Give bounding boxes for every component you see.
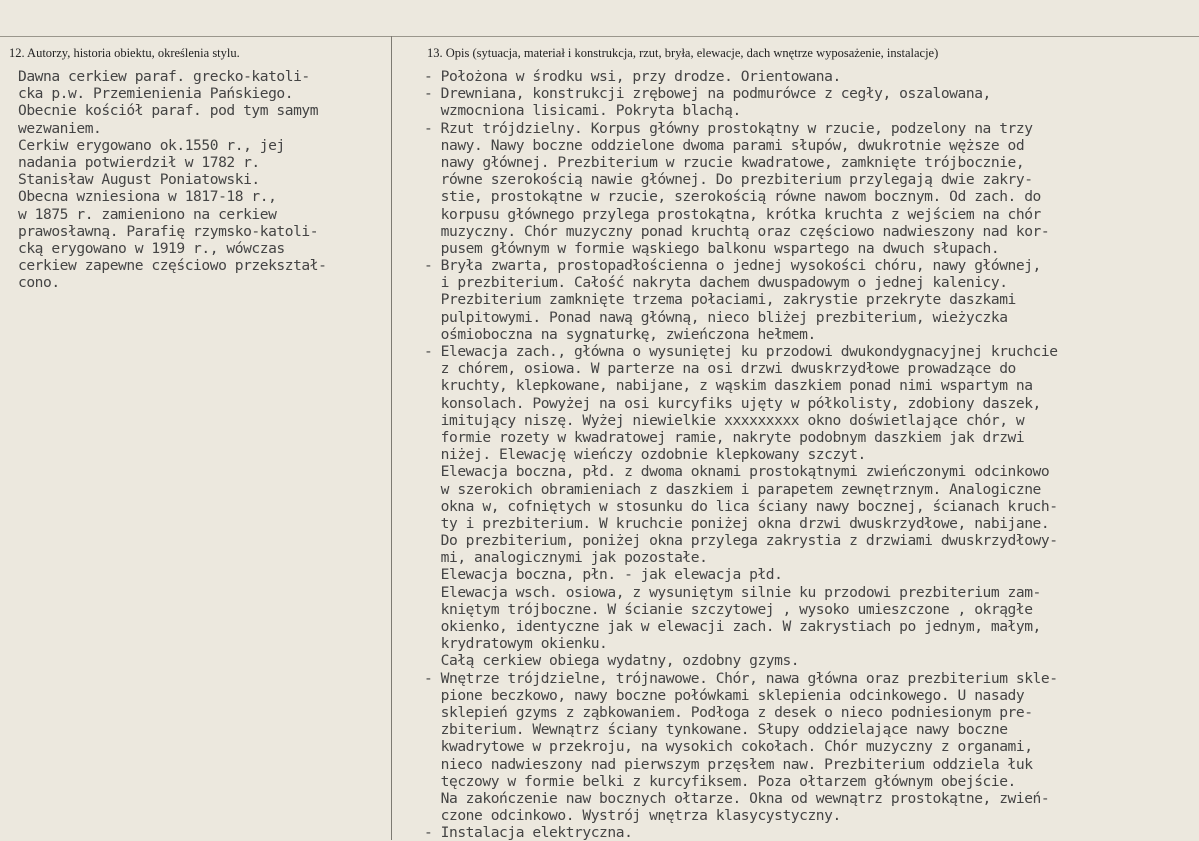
description-text-line: ośmioboczna na sygnaturkę, zwieńczona hełmem. [424, 325, 816, 343]
description-text-line: kwadrytowe w przekroju, na wysokich cokołach. Chór muzyczny z organami, [424, 738, 1033, 756]
description-text-line: - Wnętrze trójdzielne, trójnawowe. Chór, nawa główna oraz prezbiterium skle- [424, 669, 1058, 687]
history-text-line: Cerkiw erygowano ok.1550 r., jej [18, 136, 285, 154]
section-13-header: 13. Opis (sytuacja, materiał i konstrukcja, rzut, bryła, elewacje, dach wnętrze wyposażenie, instalacje) [427, 46, 939, 60]
history-text-line: Obecnie kościół paraf. pod tym samym [18, 102, 319, 120]
description-text-line: z chórem, osiowa. W parterze na osi drzwi dwuskrzydłowe prowadzące do [424, 360, 1016, 378]
description-text-line: ty i prezbiterium. W kruchcie poniżej okna drzwi dwuskrzydłowe, nabijane. [424, 514, 1050, 532]
history-text-line: nadania potwierdził w 1782 r. [18, 153, 260, 171]
history-text-line: Dawna cerkiew paraf. grecko-katoli- [18, 68, 310, 85]
history-text-column [18, 68, 390, 291]
description-text-line: równe szerokością nawie głównej. Do prezbiterium przylegają dwie zakry- [424, 171, 1033, 189]
description-text-line: pione beczkowo, nawy boczne połówkami sklepienia odcinkowego. U nasady [424, 686, 1025, 704]
history-text-line: Obecna wzniesiona w 1817-18 r., [18, 188, 277, 206]
description-text-line: - Położona w środku wsi, przy drodze. Orientowana. [424, 68, 841, 85]
description-text-line: i prezbiterium. Całość nakryta dachem dwuspadowym o jednej kalenicy. [424, 274, 1008, 292]
description-text-line: sklepień gzyms z ząbkowaniem. Podłoga z desek o nieco podniesionym pre- [424, 703, 1033, 721]
description-text-line: Elewacja boczna, płn. - jak elewacja płd. [424, 566, 783, 584]
history-text-line: cerkiew zapewne częściowo przekształ- [18, 257, 327, 275]
history-text-line: cką erygowano w 1919 r., wówczas [18, 239, 285, 257]
description-text-line: Elewacja wsch. osiowa, z wysuniętym silnie ku przodowi prezbiterium zam- [424, 583, 1041, 601]
description-text-line: - Rzut trójdzielny. Korpus główny prostokątny w rzucie, podzelony na trzy [424, 119, 1033, 137]
description-text-line: nieco nadwieszony nad pierwszym przęsłem naw. Prezbiterium oddziela łuk [424, 755, 1033, 773]
description-text-line: okienko, identyczne jak w elewacji zach. W zakrystiach po jednym, małym, [424, 618, 1041, 635]
description-text-line: - Elewacja zach., główna o wysuniętej ku przodowi dwukondygnacyjnej kruchcie [424, 343, 1058, 360]
description-text-line: Na zakończenie naw bocznych ołtarze. Okna od wewnątrz prostokątne, zwień- [424, 789, 1050, 807]
description-text-line: Całą cerkiew obiega wydatny, ozdobny gzyms. [424, 652, 800, 670]
description-text-line: czone odcinkowo. Wystrój wnętrza klasycystyczny. [424, 807, 841, 825]
description-text-line: Elewacja boczna, płd. z dwoma oknami prostokątnymi zwieńczonymi odcinkowo [424, 463, 1050, 481]
history-text-line: cono. [18, 274, 60, 292]
description-text-line: Do prezbiterium, poniżej okna przylega zakrystia z drzwiami dwuskrzydłowy- [424, 532, 1058, 550]
description-text-line: kruchty, klepkowane, nabijane, z wąskim daszkiem ponad nimi wspartym na [424, 377, 1033, 395]
description-text-line: - Drewniana, konstrukcji zrębowej na podmurówce z cegły, oszalowana, [424, 85, 991, 103]
description-text-line: tęczowy w formie belki z kurcyfiksem. Poza ołtarzem głównym obejście. [424, 772, 1016, 790]
history-text-line: cka p.w. Przemienienia Pańskiego. [18, 85, 294, 103]
description-text-line: pulpitowymi. Ponad nawą główną, nieco bliżej prezbiterium, wieżyczka [424, 308, 1008, 326]
description-text-line: kniętym trójboczne. W ścianie szczytowej , wysoko umieszczone , okrągłe [424, 600, 1033, 618]
history-text-line: prawosławną. Parafię rzymsko-katoli- [18, 222, 319, 240]
description-text-line: konsolach. Powyżej na osi kurcyfiks ujęty w półkolisty, zdobiony daszek, [424, 394, 1041, 412]
history-text-line: Stanisław August Poniatowski. [18, 171, 260, 189]
description-text-line: pusem głównym w formie wąskiego balkonu wspartego na dwuch słupach. [424, 239, 1000, 257]
description-text-line: okna w, cofniętych w stosunku do lica ściany nawy bocznej, ścianach kruch- [424, 497, 1058, 515]
description-text-line: stie, prostokątne w rzucie, szerokością równe nawom bocznym. Od zach. do [424, 188, 1041, 206]
description-text-line: krydratowym okienku. [424, 635, 608, 653]
description-text-line: imitujący niszę. Wyżej niewielkie xxxxxxxxx okno doświetlające chór, w [424, 411, 1025, 429]
description-text-line: Prezbiterium zamknięte trzema połaciami, zakrystie przekryte daszkami [424, 291, 1016, 309]
description-text-line: niżej. Elewację wieńczy ozdobnie klepkowany szczyt. [424, 446, 866, 464]
history-text-line: w 1875 r. zamieniono na cerkiew [18, 205, 277, 223]
description-text-line: w szerokich obramieniach z daszkiem i parapetem zewnętrznym. Analogiczne [424, 480, 1041, 498]
header-rule [0, 36, 1199, 37]
description-text-line: mi, analogicznymi jak pozostałe. [424, 549, 708, 567]
section-12-header: 12. Autorzy, historia obiektu, określenia stylu. [9, 46, 240, 60]
description-text-line: nawy. Nawy boczne oddzielone dwoma parami słupów, dwukrotnie węższe od [424, 136, 1025, 154]
description-text-line: formie rozety w kwadratowej ramie, nakryte podobnym daszkiem jak drzwi [424, 428, 1025, 446]
column-divider [391, 36, 392, 840]
description-text-line: - Bryła zwarta, prostopadłościenna o jednej wysokości chóru, nawy głównej, [424, 257, 1041, 275]
description-text-line: muzyczny. Chór muzyczny ponad kruchtą oraz częściowo nadwieszony nad kor- [424, 222, 1050, 240]
description-text-column [424, 68, 1196, 841]
description-text-line: wzmocniona lisicami. Pokryta blachą. [424, 102, 741, 120]
description-text-line: zbiterium. Wewnątrz ściany tynkowane. Słupy oddzielające nawy boczne [424, 721, 1008, 739]
description-text-line: nawy głównej. Prezbiterium w rzucie kwadratowe, zamknięte trójbocznie, [424, 153, 1025, 171]
history-text-line: wezwaniem. [18, 119, 102, 137]
description-text-line: korpusu głównego przylega prostokątna, krótka kruchta z wejściem na chór [424, 205, 1041, 223]
description-text-line: - Instalacja elektryczna. [424, 824, 633, 841]
